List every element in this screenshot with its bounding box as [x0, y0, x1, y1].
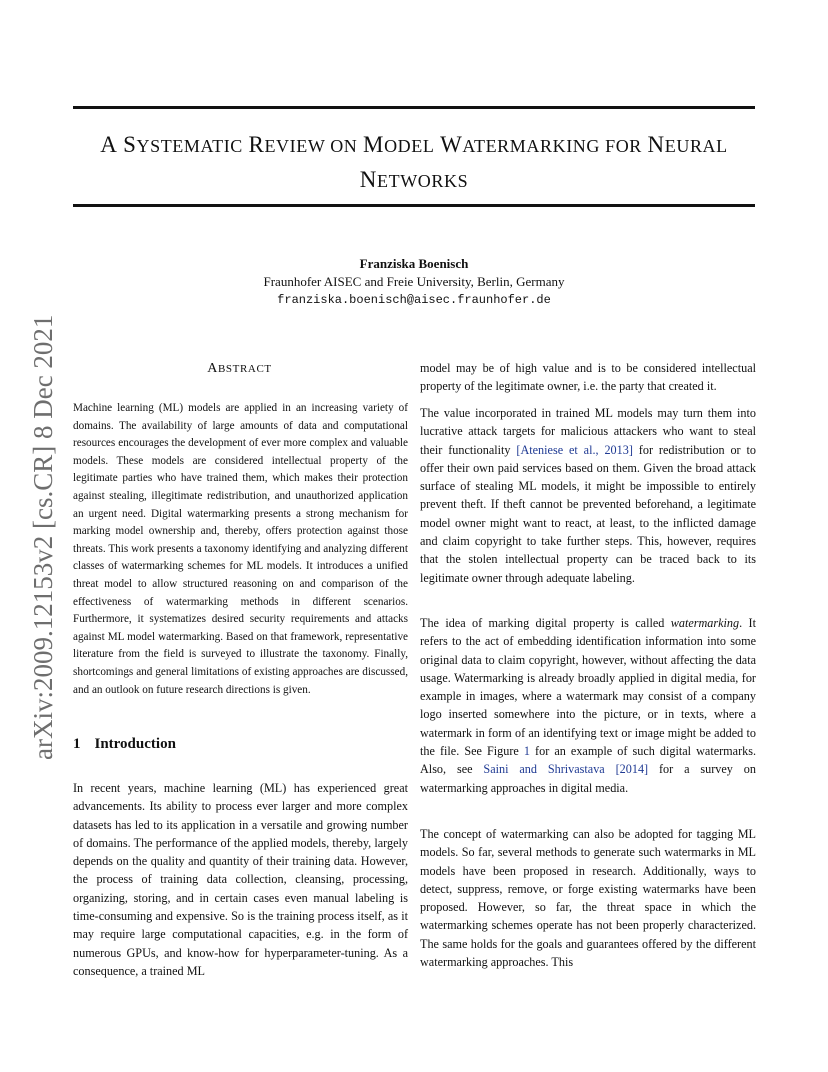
abstract-text: Machine learning (ML) models are applied in an increasing variety of domains. The availability of large amounts of data and computational resources encourages the development of ever more complex and valuable models. These models are considered intellectual property of the legitimate parties who have trained them, which makes their protection against stealing, illegitimate redistribution, and unauthorized application an urgent need. Digital watermarking presents a strong mechanism for marking model ownership and, thereby, offers protection against those threats. This work presents a taxonomy identifying and analyzing different classes of watermarking schemes for ML models. It introduces a unified threat model to allow structured reasoning on and comparison of the effectiveness of watermarking methods in different scenarios. Furthermore, it systematizes desired security requirements and attacks against ML model watermarking. Based on that framework, representative literature from the field is surveyed to illustrate the taxonomy. Finally, shortcomings and general limitations of existing approaches are discussed, and an outlook on future research directions is given. [73, 402, 408, 696]
column2-paragraph-1: model may be of high value and is to be considered intellectual property of the legitimate owner, i.e. the party that created it. [420, 361, 756, 394]
author-affiliation: Fraunhofer AISEC and Freie University, Berlin, Germany [263, 274, 565, 289]
abstract-heading: ABSTRACT [207, 361, 272, 376]
section-title: Introduction [94, 736, 176, 752]
figure-reference-link[interactable]: 1 [523, 744, 530, 759]
paper-title [73, 128, 755, 198]
section-number: 1 [73, 736, 81, 752]
citation-link-saini[interactable]: Saini and Shrivastava [2014] [483, 762, 649, 777]
arxiv-identifier: arXiv:2009.12153v2 [cs.CR] 8 Dec 2021 [28, 314, 58, 760]
column2-paragraph-3: The idea of marking digital property is called watermarking. It refers to the act of embedding identification information into some original data to claim copyright, however, without affecting the data usage. Watermarking is already broadly applied in digital media, for example in images, where a watermark may consist of a company logo inserted somewhere into the picture, or in texts, where a watermark in form of an identifying text or image might be added to the file. See Figure 1 for an example of such digital watermarks. Also, see Saini and Shrivastava [2014] for a survey on watermarking approaches in digital media. [420, 616, 757, 795]
title-line-2: NETWORKS [359, 167, 469, 192]
column2-paragraph-2: The value incorporated in trained ML models may turn them into lucrative attack targets for malicious attackers who want to steal their functionality [Ateniese et al., 2013] for redistribution or to offer their own paid services based on them. Given the broad attack surface of stealing ML models, it might be impossible to entirely prevent theft. If theft cannot be prevented beforehand, a legitimate model owner might want to react, at least, to the inflicted damage and claim copyright to take further steps. This, however, requires that the stolen intellectual property can be traced back to its legitimate owner through adequate labeling. [420, 406, 756, 585]
author-email[interactable]: franziska.boenisch@aisec.fraunhofer.de [277, 293, 551, 307]
title-top-rule [73, 106, 755, 109]
column2-paragraph-4: The concept of watermarking can also be adopted for tagging ML models. So far, several methods to generate such watermarks in ML models have been proposed in research. Additionally, ways to detect, suppress, remove, or forge existing watermarks have been proposed. However, so far, the threat space in which the watermarking schemes operate has not been properly characterized. The same holds for the goals and guarantees offered by the different watermarking approaches. This [420, 827, 756, 970]
title-bottom-rule [73, 204, 755, 207]
section-heading-introduction [73, 736, 176, 753]
author-name: Franziska Boenisch [359, 256, 469, 271]
citation-link-ateniese[interactable]: [Ateniese et al., 2013] [516, 442, 633, 457]
title-line-1: A SYSTEMATIC REVIEW ON MODEL WATERMARKING FOR NEURAL [100, 132, 728, 157]
introduction-paragraph-1: In recent years, machine learning (ML) has experienced great advancements. Its ability to process ever larger and more complex datasets has led to its application in a versatile and growing number of domains. The performance of the applied models, thereby, largely depends on the quality and quantity of their training data. However, the process of training data collection, cleansing, processing, organizing, storing, and in certain cases even manual labeling is time-consuming and expensive. So is the training process itself, as it may require large computational capacities, e.g. in the form of numerous GPUs, and know-how for hyperparameter-tuning. As a consequence, a trained ML [73, 781, 408, 978]
